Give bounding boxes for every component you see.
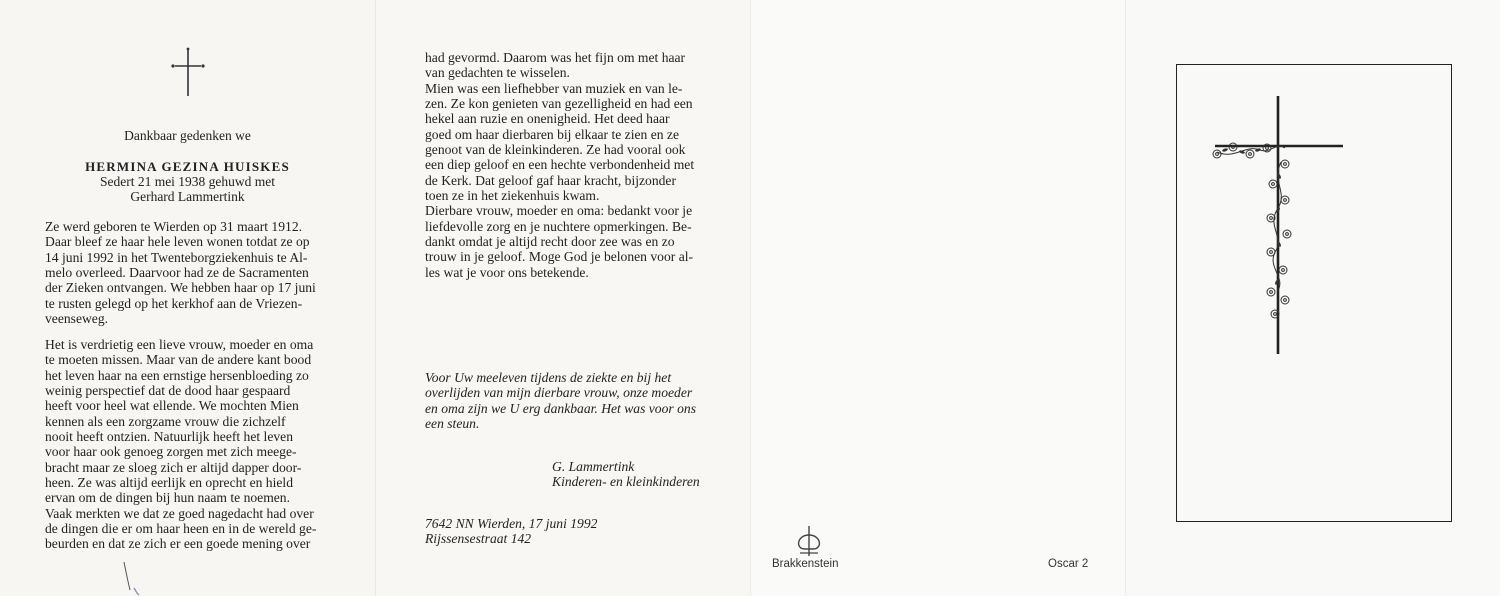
text-line: Daar bleef ze haar hele leven wonen totdat ze op [45,234,310,250]
text-line: dankt omdat je altijd recht door zee was en zo [425,234,675,250]
text-line: liefdevolle zorg en je nuchtere opmerkingen. Be- [425,218,692,234]
text-line: het leven haar na een ernstige hersenbloeding zo [45,367,309,383]
text-line: Ze werd geboren te Wierden op 31 maart 1912. [45,219,303,234]
text-line: goed om haar dierbaren bij elkaar te zien en ze [425,126,679,142]
text-line: beurden en dat ze zich er een goede mening over [45,536,311,552]
text-line: de dingen die er om haar heen en in de wereld ge- [45,521,317,537]
text-line: genoot van de kleinkinderen. Ze had vooral ook [425,142,686,158]
text-line: had gevormd. Daarom was het fijn om met haar [425,50,686,65]
text-line: toen ze in het ziekenhuis kwam. [425,188,600,204]
fold-line [1125,0,1126,596]
thanks-paragraph [425,370,717,431]
pen-mark [110,560,150,596]
small-cross-icon [168,46,208,98]
fold-line [750,0,751,596]
text-line: hekel aan ruzie en onenigheid. Het deed haar [425,111,670,127]
text-line: overlijden van mijn dierbare vrouw, onze moeder [425,385,693,401]
biography-paragraph-1 [45,219,363,326]
text-line: te moeten missen. Maar van de andere kant bood [45,352,312,368]
text-line: voor haar ook genoeg zorgen met zich meege- [45,444,297,460]
text-line: ervan om de dingen bij hun naam te noemen. [45,490,290,506]
card-panel-blank [750,0,1125,596]
biography-paragraph-3 [425,50,717,280]
text-line: trouw in je geloof. Moge God je belonen voor al- [425,249,694,265]
text-line: een diep geloof en een hechte verbondenheid met [425,157,695,173]
card-code: Oscar 2 [1048,558,1089,570]
text-line: nooit heeft ontzien. Natuurlijk heeft het leven [45,429,293,445]
text-line: zen. Ze kon genieten van gezelligheid en had een [425,96,693,112]
text-line: een steun. [425,416,480,432]
signature-family: Kinderen- en kleinkinderen [552,474,700,489]
text-line: Voor Uw meeleven tijdens de ziekte en bij het [425,370,672,385]
text-line: Dierbare vrouw, moeder en oma: bedankt voor je [425,203,693,219]
floral-cross-icon [1205,92,1355,362]
street-address: Rijssensestraat 142 [425,531,532,546]
text-line: veenseweg. [45,311,109,327]
publisher-name: Brakkenstein [772,558,839,570]
text-line: melo overleed. Daarvoor had ze de Sacramenten [45,265,309,281]
spouse-name: Gerhard Lammertink [130,189,245,204]
text-line: Het is verdrietig een lieve vrouw, moeder en oma [45,337,314,352]
place-and-date: 7642 NN Wierden, 17 juni 1992 [425,516,598,531]
deceased-name: HERMINA GEZINA HUISKES [85,159,290,174]
text-line: de Kerk. Dat geloof gaf haar kracht, bijzonder [425,172,676,188]
text-line: te rusten gelegd op het kerkhof aan de Vriezen- [45,295,303,311]
signature-name: G. Lammertink [552,459,635,474]
text-line: weinig perspectief dat de dood haar gespaard [45,383,291,399]
text-line: 14 juni 1992 in het Twenteborgziekenhuis te Al- [45,249,308,265]
text-line: heeft voor heel wat ellende. We mochten Mien [45,398,299,414]
intro-line: Dankbaar gedenken we [124,128,251,143]
text-line: bracht maar ze sloeg zich er altijd dapper door- [45,459,302,475]
fold-line [375,0,376,596]
text-line: en oma zijn we U erg dankbaar. Het was voor ons [425,400,696,416]
text-line: van gedachten te wisselen. [425,65,570,81]
text-line: der Zieken ontvangen. We hebben haar op 17 juni [45,280,316,296]
text-line: les wat je voor ons betekende. [425,264,589,280]
biography-paragraph-2 [45,337,363,552]
text-line: kennen als een zorgzame vrouw die zichzelf [45,413,286,429]
brakkenstein-logo-icon [791,525,827,557]
text-line: Mien was een liefhebber van muziek en van le- [425,80,683,96]
text-line: Vaak merkten we dat ze goed nagedacht had over [45,505,314,521]
text-line: heen. Ze was altijd eerlijk en oprecht en hield [45,475,293,491]
married-line: Sedert 21 mei 1938 gehuwd met [99,174,276,189]
